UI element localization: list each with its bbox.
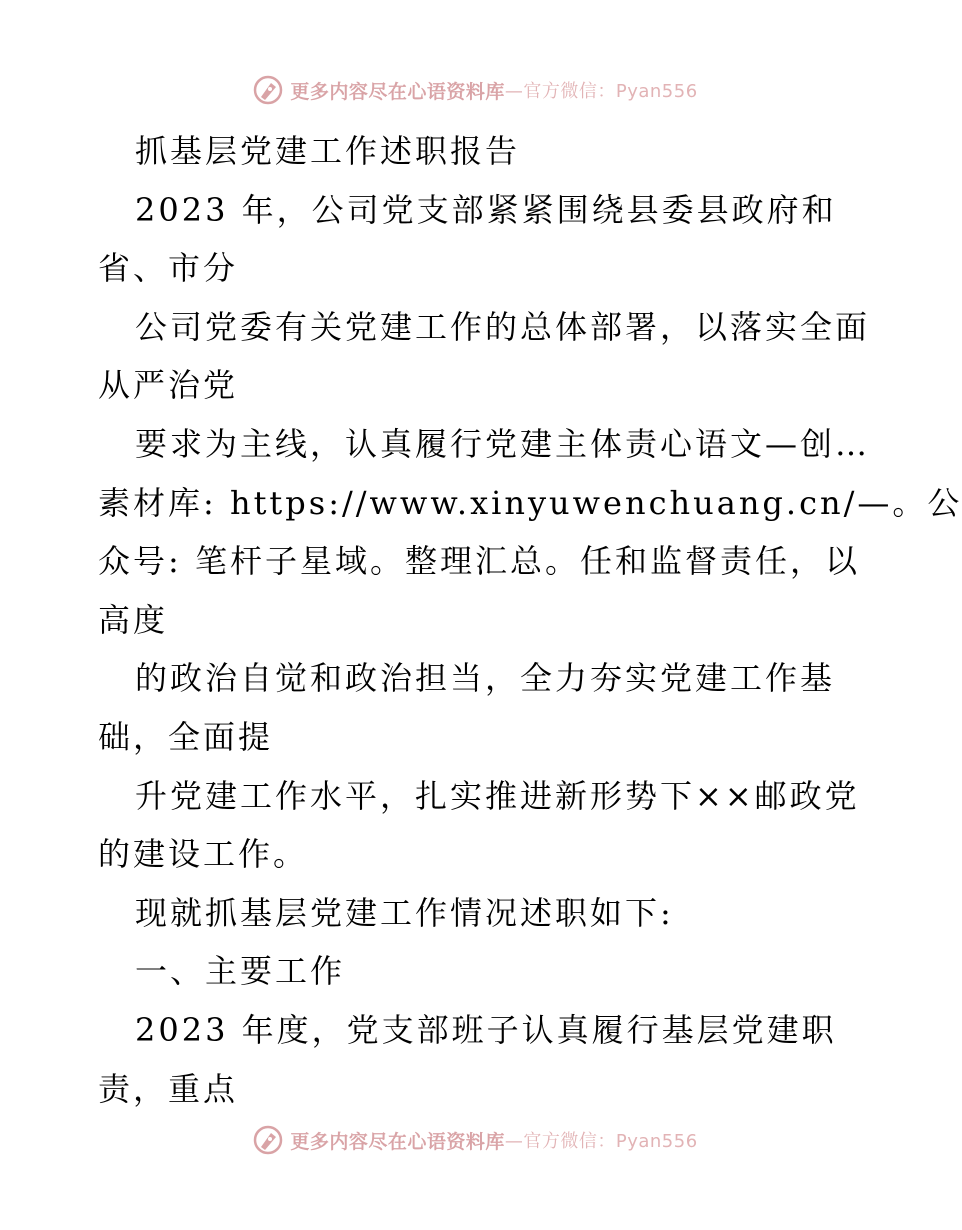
paragraph-line: 的政治自觉和政治担当，全力夯实党建工作基 [135,659,836,698]
document-title: 抓基层党建工作述职报告 [135,132,521,170]
paragraph-line: 升党建工作水平，扎实推进新形势下××邮政党 [135,776,860,815]
paragraph-line: 众号: 笔杆子星域。整理汇总。任和监督责任，以 [98,542,860,581]
paragraph-line: 素材库: https://www.xinyuwenchuang.cn/—。公 [98,483,962,522]
paragraph-line: 2023 年度，党支部班子认真履行基层党建职 [135,1010,837,1049]
banner-main-text: 更多内容尽在心语资料库 [290,1130,505,1153]
paragraph-line: 要求为主线，认真履行党建主体责心语文—创… [135,424,871,463]
section-heading: 一、主要工作 [135,952,346,991]
pen-tip-logo-icon [252,1124,284,1156]
pen-tip-logo-icon [252,74,284,106]
paragraph-line: 现就抓基层党建工作情况述职如下: [135,893,674,932]
footer-banner [0,1120,950,1160]
banner-main-text: 更多内容尽在心语资料库 [290,80,505,103]
paragraph-line: 2023 年，公司党支部紧紧围绕县委县政府和 [135,190,837,229]
paragraph-line: 省、市分 [98,249,239,288]
document-body [98,122,962,1118]
paragraph-line: 责，重点 [98,1069,239,1108]
header-banner [0,70,950,110]
paragraph-line: 高度 [98,600,169,639]
paragraph-line: 础，全面提 [98,717,274,756]
paragraph-line: 公司党委有关党建工作的总体部署，以落实全面 [135,307,871,346]
paragraph-line: 的建设工作。 [98,835,309,874]
paragraph-line: 从严治党 [98,366,239,405]
banner-sub-text: —官方微信：Pyan556 [504,81,698,102]
banner-sub-text: —官方微信：Pyan556 [504,1131,698,1152]
